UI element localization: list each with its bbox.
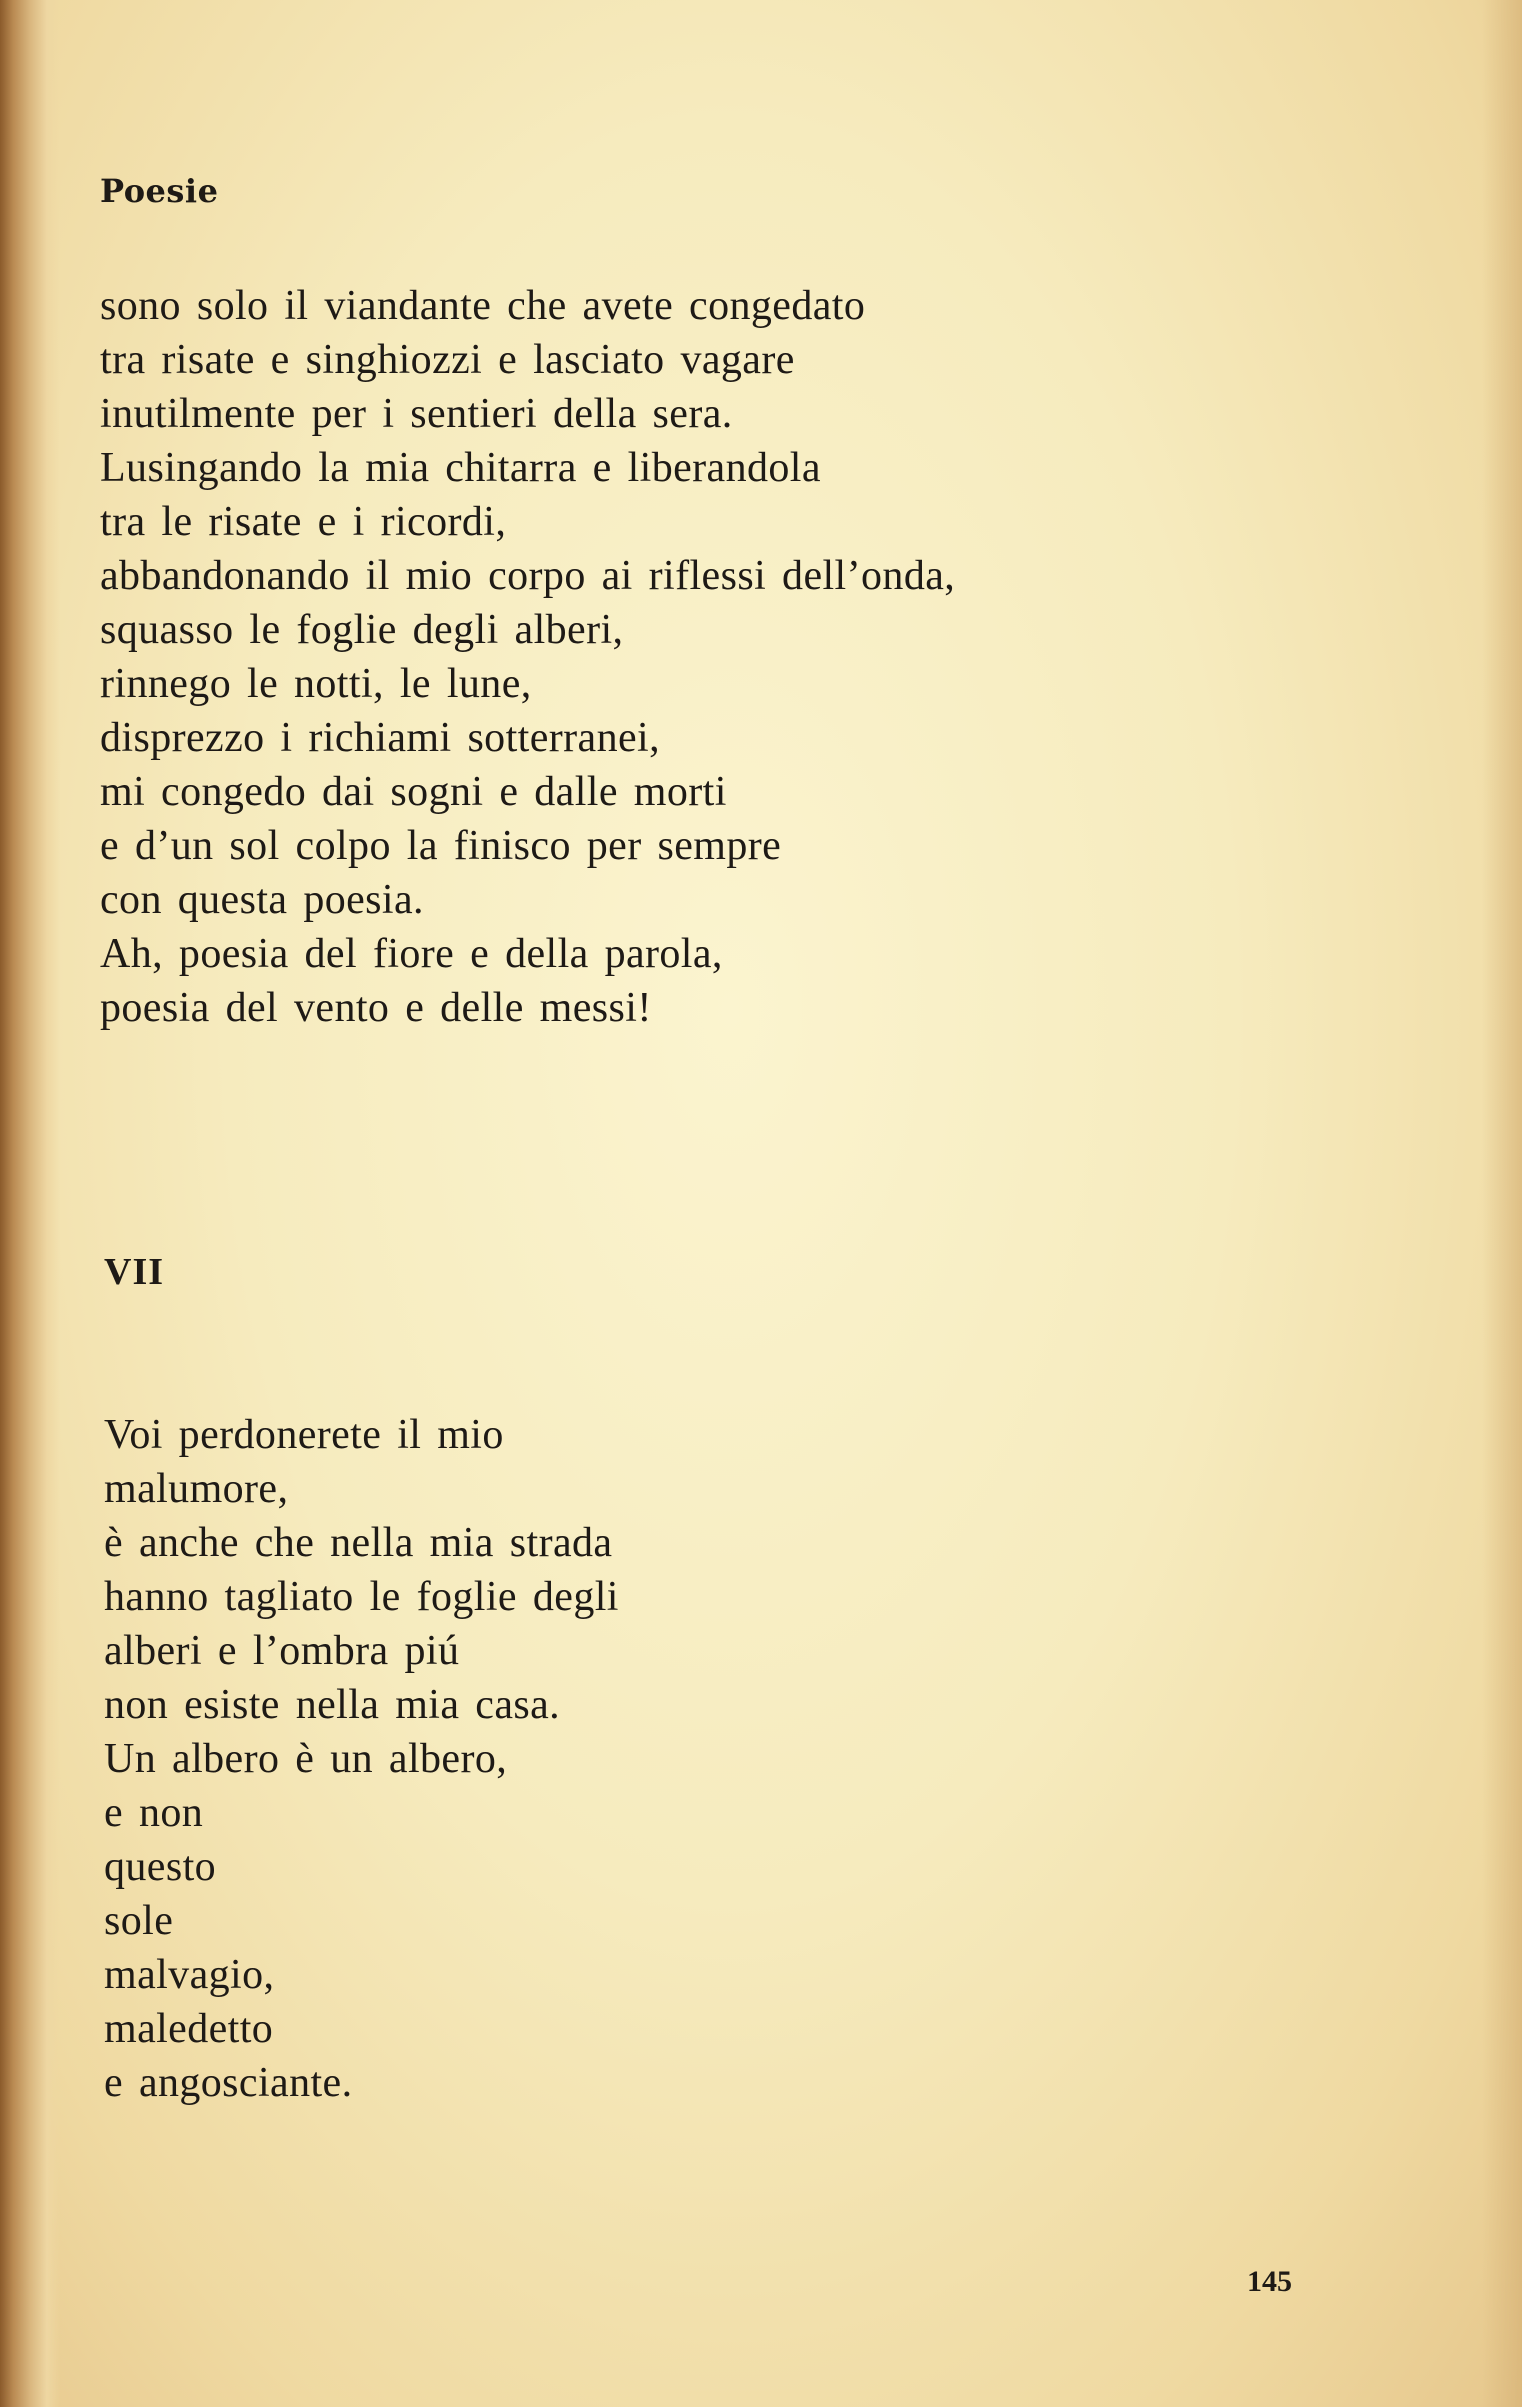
poem-line: tra risate e singhiozzi e lasciato vagare: [100, 337, 795, 383]
poem-line: Ah, poesia del fiore e della parola,: [100, 931, 723, 977]
poem-line: e non: [104, 1790, 204, 1836]
poem-line: poesia del vento e delle messi!: [100, 985, 652, 1031]
poem-line: e angosciante.: [104, 2060, 353, 2106]
poem-line: Voi perdonerete il mio: [104, 1412, 504, 1458]
poem-line: malvagio,: [104, 1952, 275, 1998]
poem-line: tra le risate e i ricordi,: [100, 499, 507, 545]
section-heading: VII: [104, 1251, 165, 1293]
poem-line: con questa poesia.: [100, 877, 424, 923]
poem-line: è anche che nella mia strada: [104, 1520, 613, 1566]
poem-line: maledetto: [104, 2006, 274, 2052]
page-number: 145: [1247, 2265, 1292, 2298]
poem-line: abbandonando il mio corpo ai riflessi dell’onda,: [100, 553, 956, 599]
poem-stanza: [104, 1408, 619, 2110]
poem-line: Lusingando la mia chitarra e liberandola: [100, 445, 821, 491]
poem-line: rinnego le notti, le lune,: [100, 661, 532, 707]
poem-line: Un albero è un albero,: [104, 1736, 508, 1782]
poem-line: mi congedo dai sogni e dalle morti: [100, 769, 727, 815]
poem-line: e d’un sol colpo la finisco per sempre: [100, 823, 782, 869]
poem-line: sono solo il viandante che avete congedato: [100, 283, 866, 329]
poem-line: non esiste nella mia casa.: [104, 1682, 561, 1728]
poem-line: questo: [104, 1844, 217, 1890]
poem-line: malumore,: [104, 1466, 289, 1512]
poem-stanza: [100, 279, 955, 1035]
poem-line: inutilmente per i sentieri della sera.: [100, 391, 733, 437]
poem-line: alberi e l’ombra piú: [104, 1628, 460, 1674]
running-head: Poesie: [100, 172, 219, 210]
book-spine-shadow: [0, 0, 60, 2407]
poem-line: disprezzo i richiami sotterranei,: [100, 715, 660, 761]
poem-line: squasso le foglie degli alberi,: [100, 607, 624, 653]
page-edge-shadow: [1482, 0, 1522, 2407]
poem-line: sole: [104, 1898, 174, 1944]
poem-line: hanno tagliato le foglie degli: [104, 1574, 619, 1620]
